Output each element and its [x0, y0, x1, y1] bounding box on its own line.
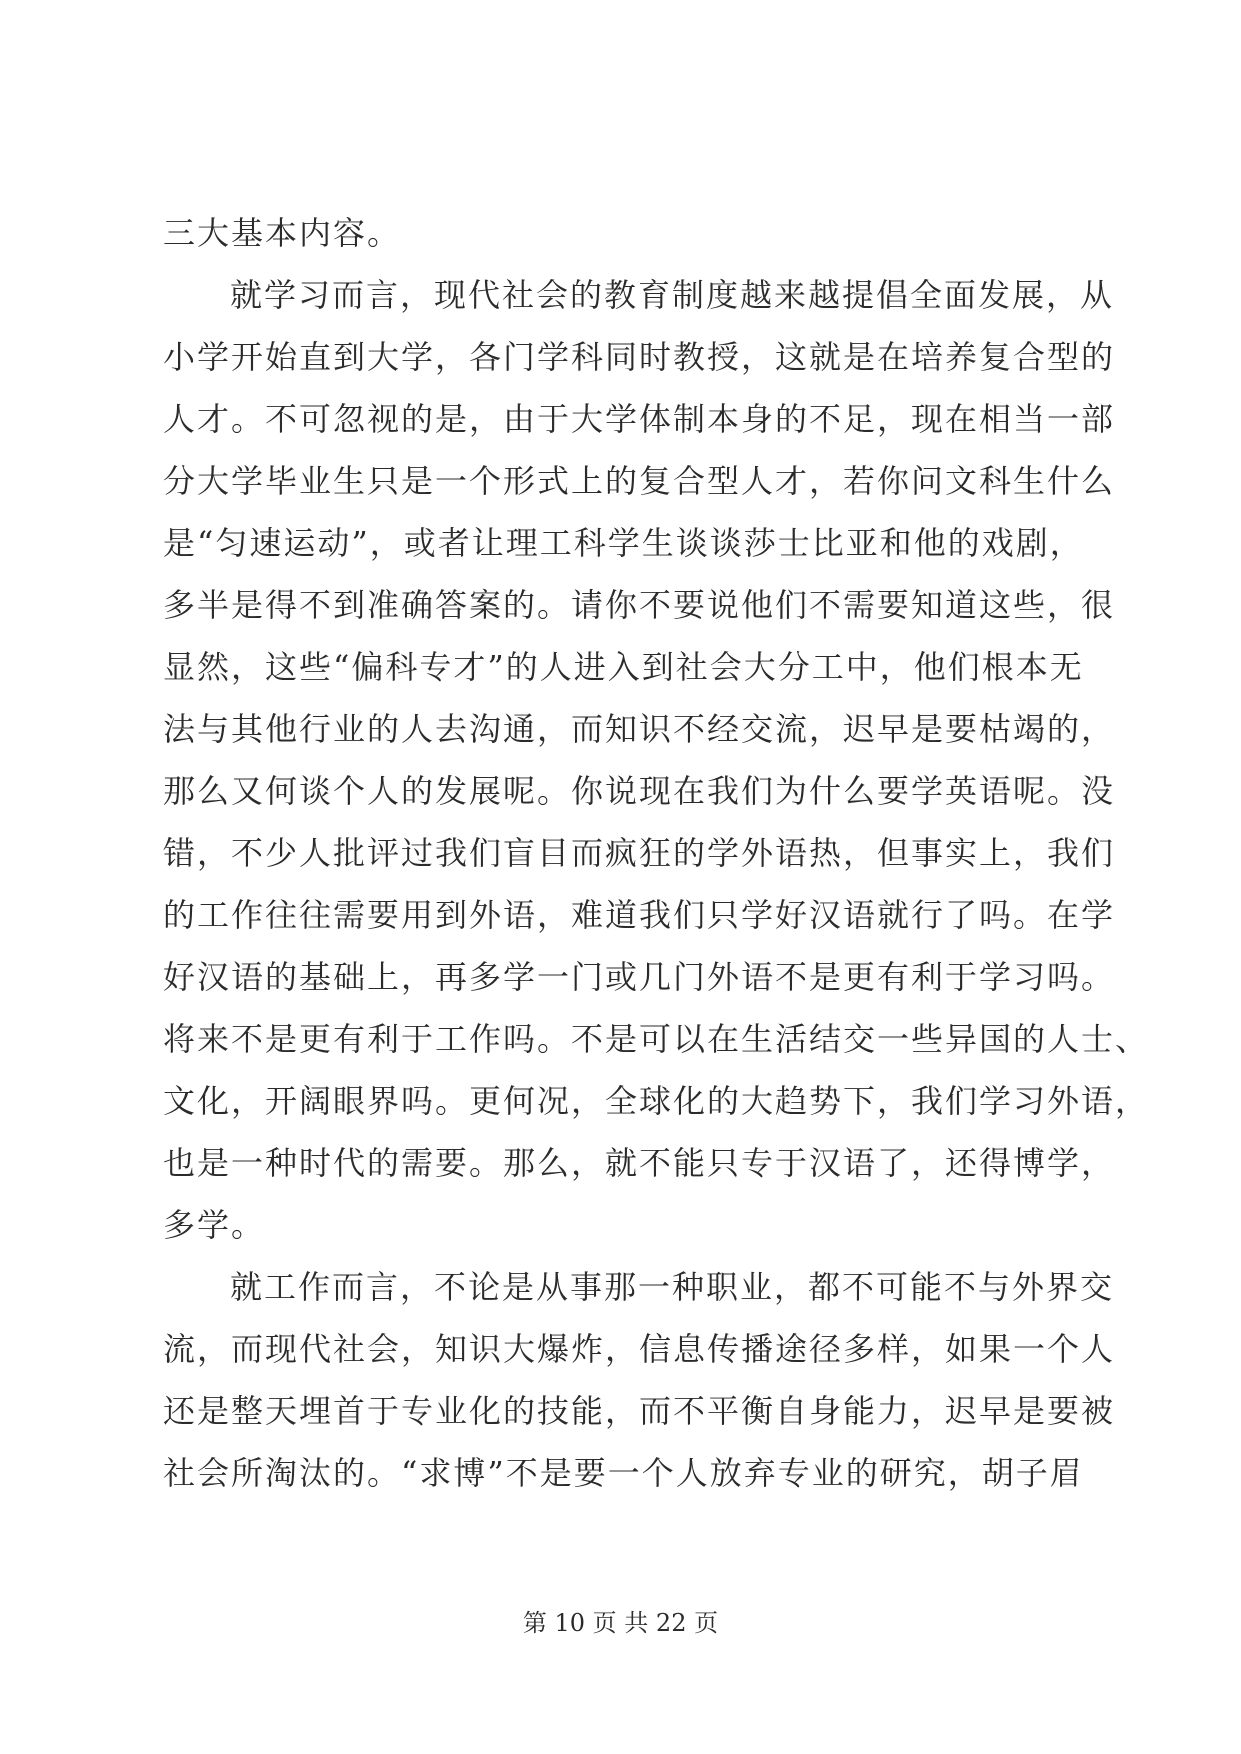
text-line: 三大基本内容。 [163, 214, 402, 252]
text-line: 错，不少人批评过我们盲目而疯狂的学外语热，但事实上，我们 [163, 834, 1116, 872]
text-line: 文化，开阔眼界吗。更何况，全球化的大趋势下，我们学习外语， [163, 1082, 1150, 1120]
text-line: 那么又何谈个人的发展呢。你说现在我们为什么要学英语呢。没 [163, 772, 1116, 810]
page-footer: 第 10 页 共 22 页 [522, 1609, 719, 1637]
text-line: 人才。不可忽视的是，由于大学体制本身的不足，现在相当一部 [163, 400, 1116, 438]
text-line: 将来不是更有利于工作吗。不是可以在生活结交一些异国的人士、 [163, 1020, 1150, 1058]
text-line: 好汉语的基础上，再多学一门或几门外语不是更有利于学习吗。 [163, 958, 1116, 996]
text-line: 的工作往往需要用到外语，难道我们只学好汉语就行了吗。在学 [163, 896, 1116, 934]
text-line: 多学。 [163, 1206, 266, 1244]
paragraph-first-line: 就工作而言，不论是从事那一种职业，都不可能不与外界交 [230, 1268, 1115, 1306]
text-line: 分大学毕业生只是一个形式上的复合型人才，若你问文科生什么 [163, 462, 1116, 500]
text-line: 还是整天埋首于专业化的技能，而不平衡自身能力，迟早是要被 [163, 1392, 1116, 1430]
text-line: 社会所淘汰的。“求博”不是要一个人放弃专业的研究，胡子眉 [163, 1454, 1084, 1492]
text-line: 小学开始直到大学，各门学科同时教授，这就是在培养复合型的 [163, 338, 1116, 376]
text-line: 是“匀速运动”，或者让理工科学生谈谈莎士比亚和他的戏剧， [163, 524, 1084, 562]
text-line: 也是一种时代的需要。那么，就不能只专于汉语了，还得博学， [163, 1144, 1116, 1182]
text-line: 多半是得不到准确答案的。请你不要说他们不需要知道这些，很 [163, 586, 1116, 624]
text-line: 流，而现代社会，知识大爆炸，信息传播途径多样，如果一个人 [163, 1330, 1116, 1368]
text-line: 显然，这些“偏科专才”的人进入到社会大分工中，他们根本无 [163, 648, 1084, 686]
text-line: 法与其他行业的人去沟通，而知识不经交流，迟早是要枯竭的， [163, 710, 1116, 748]
paragraph-first-line: 就学习而言，现代社会的教育制度越来越提倡全面发展，从 [230, 276, 1115, 314]
